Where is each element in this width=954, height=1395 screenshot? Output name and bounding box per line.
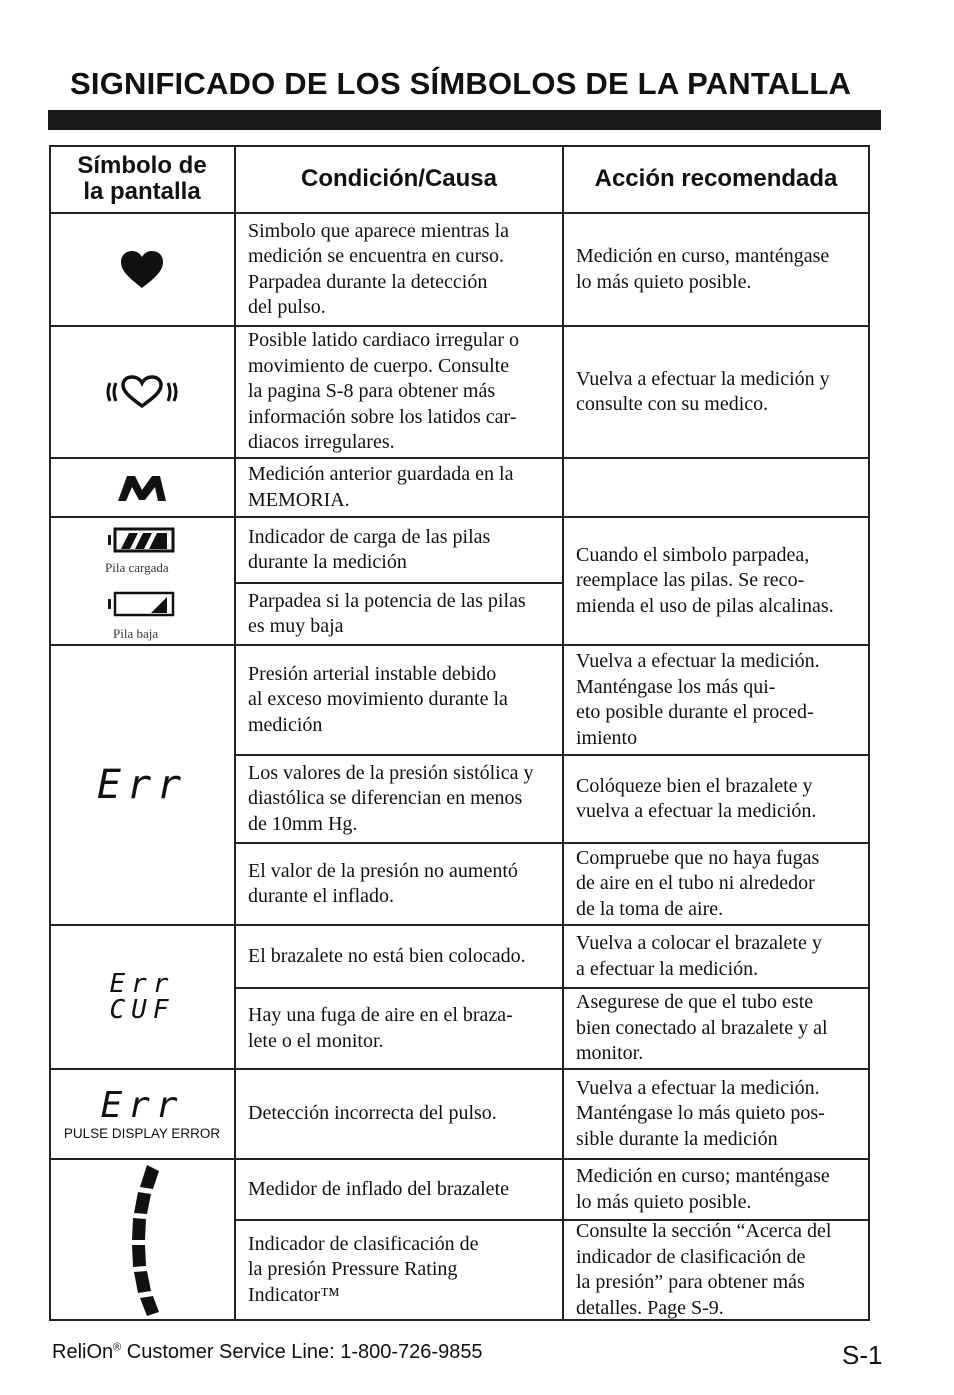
row-rating-action: Consulte la sección “Acerca del indicador de clasificación de la presión” para obtener más detalles. Page S-9. bbox=[576, 1220, 832, 1319]
row-heart-condition: Simbolo que aparece mientras la medición se encuentra en curso. Parpadea durante la detección del pulso. bbox=[248, 219, 510, 318]
footer-reg: ® bbox=[113, 1341, 122, 1354]
battery-action: Cuando el simbolo parpadea, reemplace las pilas. Se reco- mienda el uso de pilas alcalinas. bbox=[576, 543, 834, 617]
footer-service-line bbox=[52, 1341, 483, 1364]
cuff-inflation-gauge-icon bbox=[117, 1162, 167, 1318]
memory-m-icon bbox=[115, 473, 169, 503]
row-memory-action bbox=[563, 458, 869, 517]
header-action: Acción recomendada bbox=[594, 165, 838, 192]
row-battery-full-condition: Indicador de carga de las pilas durante la medición bbox=[248, 525, 491, 573]
err-symbol: Err bbox=[96, 762, 188, 808]
row-cuf2-action: Asegurese de que el tubo este bien conectado al brazalete y al monitor. bbox=[576, 991, 828, 1065]
row-battery-low-condition: Parpadea si la potencia de las pilas es muy baja bbox=[248, 589, 526, 637]
row-heart-action: Medición en curso, manténgase lo más quieto posible. bbox=[576, 245, 830, 293]
page-number: S-1 bbox=[842, 1340, 883, 1370]
row-pulse-action: Vuelva a efectuar la medición. Manténgase lo más quieto pos- sible durante la medición bbox=[576, 1076, 825, 1150]
cuf-symbol-cuf: CUF bbox=[109, 995, 175, 1025]
row-cuf2-condition: Hay una fuga de aire en el braza- lete o el monitor. bbox=[248, 1004, 513, 1052]
row-memory-condition: Medición anterior guardada en la MEMORIA. bbox=[248, 463, 514, 511]
irregular-heartbeat-icon bbox=[103, 375, 181, 409]
header-symbol: Símbolo de la pantalla bbox=[77, 152, 207, 205]
row-err3-action: Compruebe que no haya fugas de aire en el tubo ni alrededor de la toma de aire. bbox=[576, 846, 820, 920]
symbols-table bbox=[49, 145, 870, 1321]
pulse-display-error-caption: PULSE DISPLAY ERROR bbox=[63, 1125, 221, 1141]
battery-low-icon bbox=[107, 591, 187, 627]
row-err1-condition: Presión arterial instable debido al exceso movimiento durante la medición bbox=[248, 662, 508, 736]
row-irregular-condition: Posible latido cardiaco irregular o movimiento de cuerpo. Consulte la pagina S-8 para obtener más información sobre los latidos car- diacos irregulares. bbox=[248, 329, 520, 454]
footer-text: Customer Service Line: 1-800-726-9855 bbox=[121, 1341, 483, 1363]
header-condition: Condición/Causa bbox=[300, 165, 498, 192]
page-title: SIGNIFICADO DE LOS SÍMBOLOS DE LA PANTALLA bbox=[70, 66, 852, 101]
cuf-symbol-err: Err bbox=[109, 969, 175, 999]
row-irregular-action: Vuelva a efectuar la medición y consulte con su medico. bbox=[576, 367, 830, 415]
title-underline-bar bbox=[48, 110, 881, 130]
row-rating-condition: Indicador de clasificación de la presión Pressure Rating Indicator™ bbox=[248, 1232, 479, 1306]
row-err1-action: Vuelva a efectuar la medición. Manténgase los más qui- eto posible durante el proced- imiento bbox=[576, 650, 820, 749]
row-cuf1-action: Vuelva a colocar el brazalete y a efectuar la medición. bbox=[576, 932, 822, 980]
row-err2-condition: Los valores de la presión sistólica y diastólica se diferencian en menos de 10mm Hg. bbox=[248, 761, 534, 835]
pulse-err-symbol: Err bbox=[100, 1084, 184, 1126]
heart-icon bbox=[119, 250, 165, 290]
row-gauge-action: Medición en curso; manténgase lo más quieto posible. bbox=[576, 1165, 830, 1213]
row-err3-condition: El valor de la presión no aumentó durante el inflado. bbox=[248, 859, 518, 907]
battery-low-label: Pila baja bbox=[109, 626, 162, 642]
row-gauge-condition: Medidor de inflado del brazalete bbox=[248, 1177, 509, 1200]
footer-brand: ReliOn bbox=[52, 1341, 114, 1363]
row-cuf1-condition: El brazalete no está bien colocado. bbox=[248, 944, 526, 967]
row-err2-action: Colóqueze bien el brazalete y vuelva a efectuar la medición. bbox=[576, 774, 817, 822]
row-pulse-condition: Detección incorrecta del pulso. bbox=[248, 1102, 497, 1125]
battery-full-label: Pila cargada bbox=[101, 560, 173, 576]
